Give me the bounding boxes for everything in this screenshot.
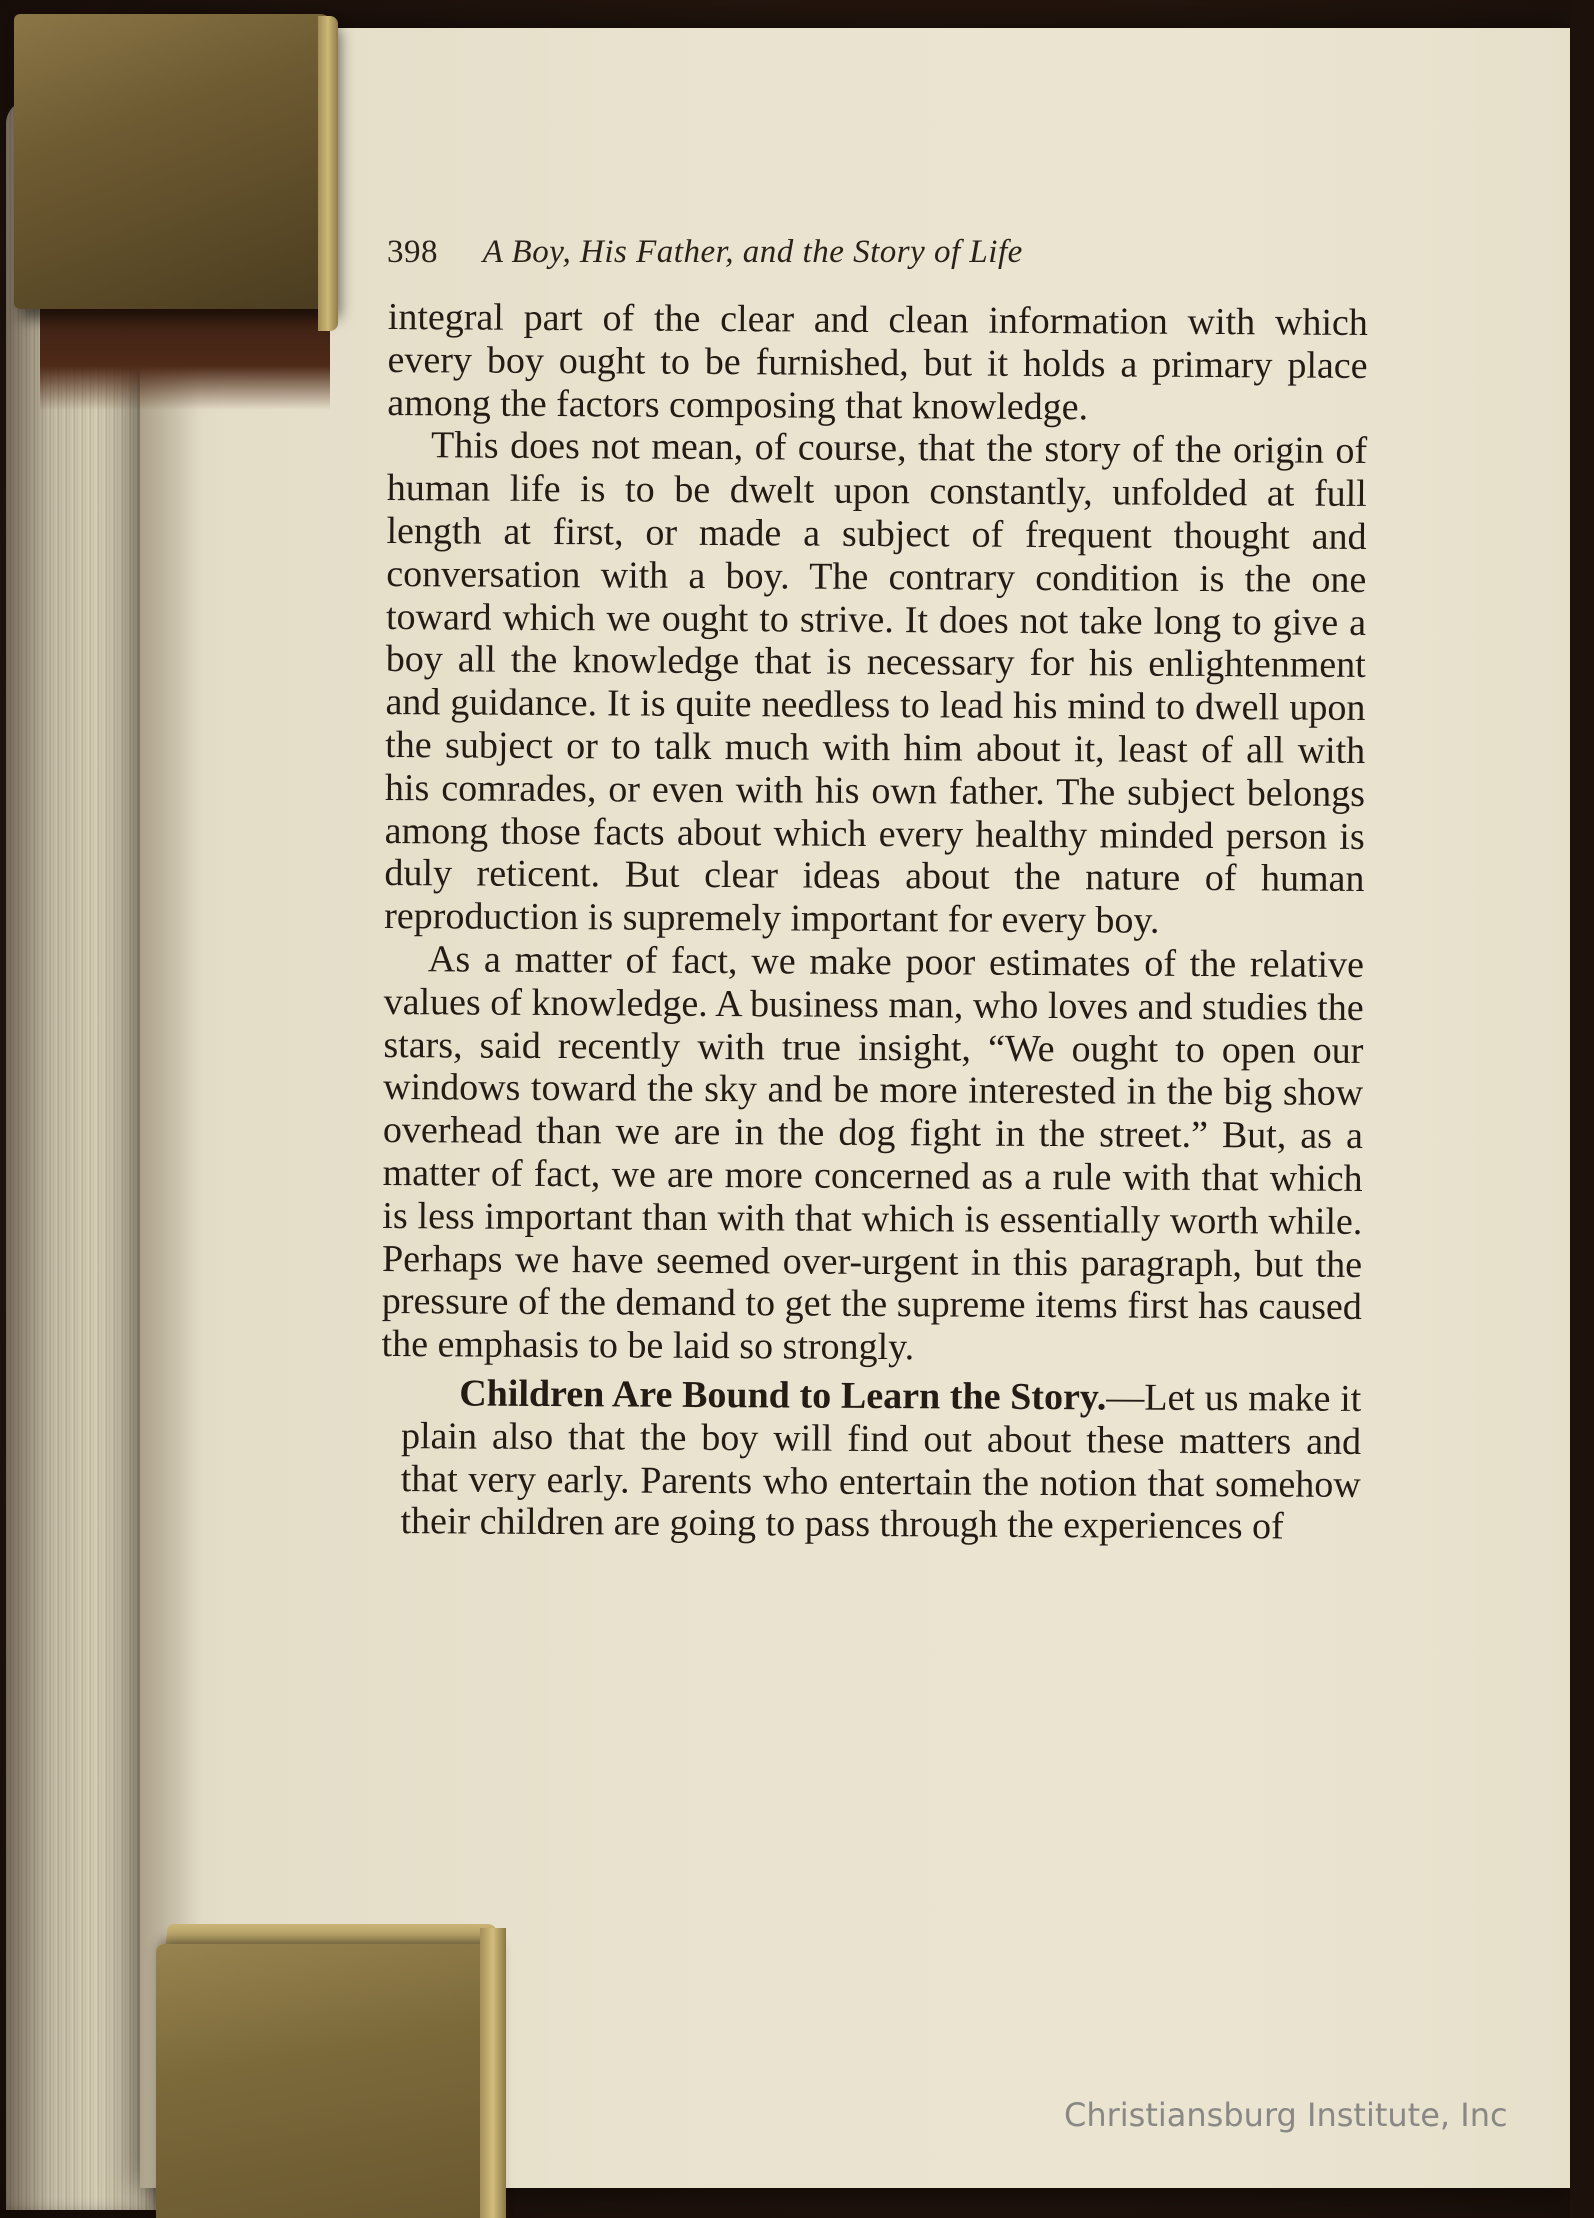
- running-head: [387, 234, 1287, 271]
- section-heading: Children Are Bound to Learn the Story.: [459, 1372, 1107, 1419]
- top-corner-clip: [14, 14, 334, 309]
- body-text: [380, 296, 1368, 1549]
- right-edge-background: [1570, 0, 1594, 2218]
- paragraph-2: This does not mean, of course, that the story of the origin of human life is to be dwelt upon constantly, unfolded at full length at first, or made a subject of frequent thought and conversation with a boy. The contrary condition is the one toward which we ought to strive. It does not take long to give a boy all the knowledge that is necessary for his enlightenment and guidance. It is quite needless to lead his mind to dwell upon the subject or to talk much with him about it, least of all with his comrades, or even with his own father. The subject belongs among those facts about which every healthy minded person is duly reticent. But clear ideas about the nature of human reproduction is supremely important for every boy.: [384, 424, 1368, 942]
- running-head-title: A Boy, His Father, and the Story of Life: [482, 234, 1023, 270]
- bottom-corner-clip-rim: [480, 1928, 506, 2218]
- page-number: 398: [387, 234, 438, 270]
- clip-top-shadow: [40, 300, 330, 410]
- paragraph-4-text: —Let us make it plain also that the boy will find out about these matters and that very early. Parents who entertain the notion that somehow their children are going to pass through the experiences of: [400, 1376, 1362, 1548]
- watermark: Christiansburg Institute, Inc: [1064, 2096, 1508, 2134]
- bottom-corner-clip: [156, 1944, 496, 2218]
- paragraph-1: integral part of the clear and clean information with which every boy ought to be furnished, but it holds a primary place among the factors composing that knowledge.: [387, 296, 1368, 428]
- paragraph-3: As a matter of fact, we make poor estimates of the relative values of knowledge. A business man, who loves and studies the stars, said recently with true insight, “We ought to open our windows toward the sky and be more interested in the big show overhead than we are in the dog fight in the street.” But, as a matter of fact, we are more concerned as a rule with that which is less important than with that which is essentially worth while. Perhaps we have seemed over-urgent in this paragraph, but the pressure of the demand to get the supreme items first has caused the emphasis to be laid so strongly.: [381, 938, 1365, 1369]
- paragraph-4: [380, 1372, 1361, 1549]
- top-corner-clip-rim: [318, 16, 338, 331]
- page-edges-shade: [6, 100, 156, 2210]
